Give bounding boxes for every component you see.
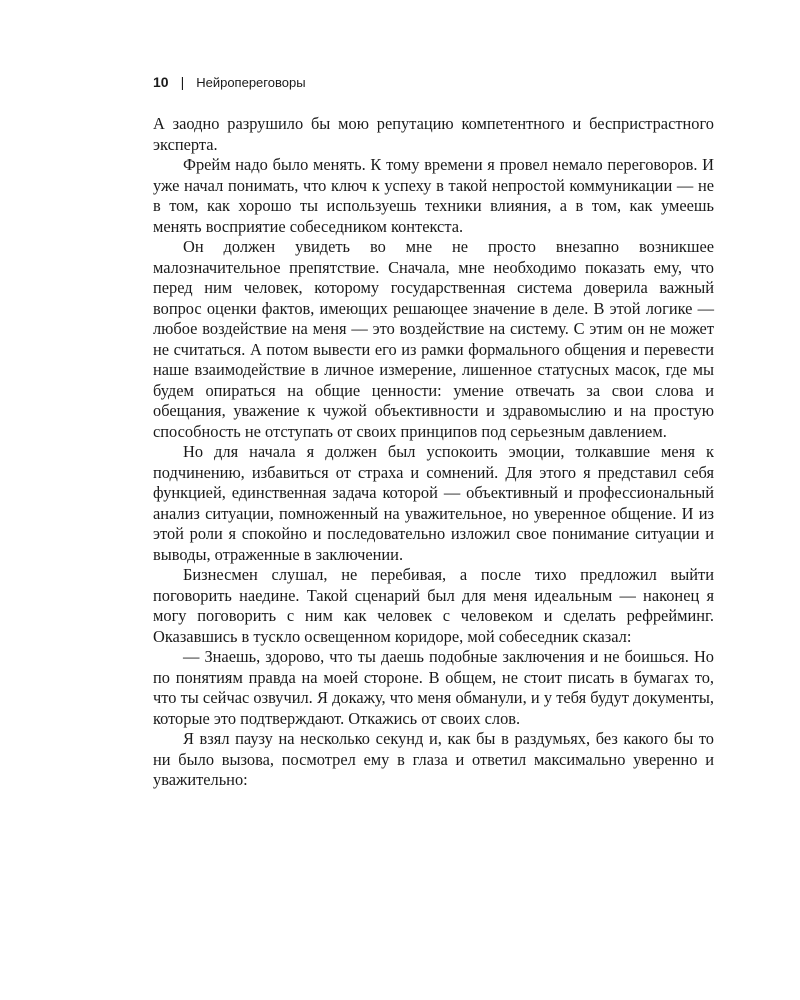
paragraph: Он должен увидеть во мне не просто внезапно возникшее малозначительное препятствие. Сначала, мне необходимо показать ему, что перед ним человек, которому государственная система доверила важный вопрос оценки фактов, имеющих решающее значение в деле. В этой логике — любое воздействие на меня — это воздействие на систему. С этим он не может не считаться. А потом вывести его из рамки формального общения и перевести наше взаимодействие в личное измерение, лишенное статусных масок, где мы будем опираться на общие ценности: умение отвечать за свои слова и обещания, уважение к чужой объективности и здравомыслию и на простую способность не отступать от своих принципов под серьезным давлением. xyxy=(153,237,714,441)
paragraph: Бизнесмен слушал, не перебивая, а после тихо предложил выйти поговорить наедине. Такой сценарий был для меня идеальным — наконец я могу поговорить с ним как человек с человеком и сделать рефрейминг. Оказавшись в тускло освещенном коридоре, мой собеседник сказал: xyxy=(153,565,714,646)
paragraph: Фрейм надо было менять. К тому времени я провел немало переговоров. И уже начал понимать, что ключ к успеху в такой непростой коммуникации — не в том, как хорошо ты используешь техники влияния, а в том, как умеешь менять восприятие собеседником контекста. xyxy=(153,155,714,236)
dialogue-paragraph: — Знаешь, здорово, что ты даешь подобные заключения и не боишься. Но по понятиям правда на моей стороне. В общем, не стоит писать в бумагах то, что ты сейчас озвучил. Я докажу, что меня обманули, и у тебя будут документы, которые это подтверждают. Откажись от своих слов. xyxy=(153,647,714,728)
paragraph: Я взял паузу на несколько секунд и, как бы в раздумьях, без какого бы то ни было вызова, посмотрел ему в глаза и ответил максимально уверенно и уважительно: xyxy=(153,729,714,789)
book-title: Нейропереговоры xyxy=(196,74,306,90)
paragraph-continued: А заодно разрушило бы мою репутацию компетентного и беспристрастного эксперта. xyxy=(153,114,714,154)
page-number: 10 xyxy=(153,74,169,90)
header-separator: | xyxy=(180,74,185,90)
paragraph: Но для начала я должен был успокоить эмоции, толкавшие меня к подчинению, избавиться от страха и сомнений. Для этого я представил себя функцией, единственная задача которой — объективный и профессиональный анализ ситуации, помноженный на уважительное, но уверенное общение. И из этой роли я спокойно и последовательно изложил свое понимание ситуации и выводы, отраженные в заключении. xyxy=(153,442,714,564)
running-head xyxy=(153,72,306,92)
body-text xyxy=(153,114,714,791)
